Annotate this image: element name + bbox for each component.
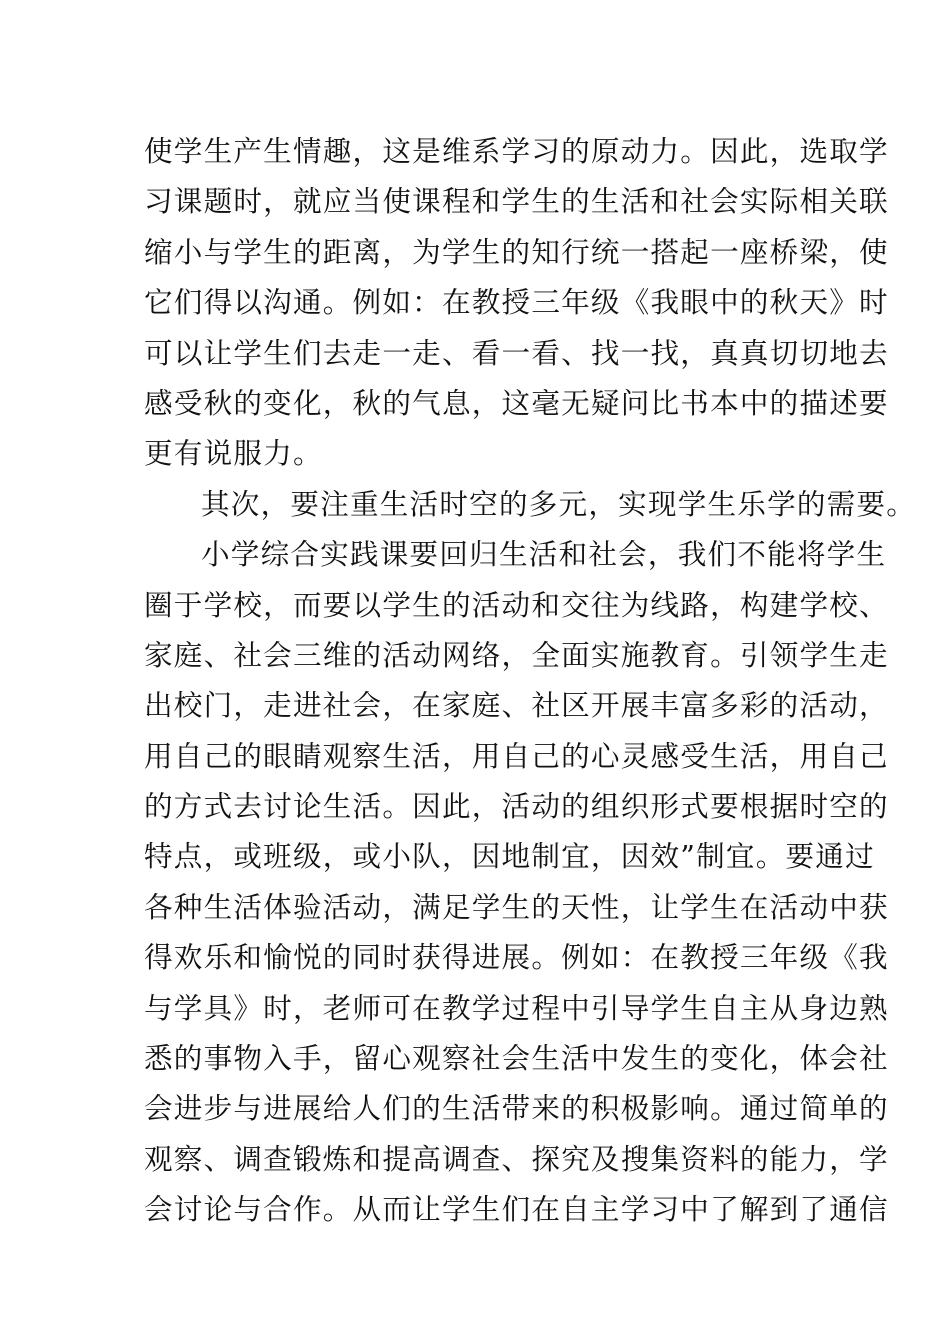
text-line: 观察、调查锻炼和提高调查、探究及搜集资料的能力，学 (144, 1141, 889, 1176)
text-line: 特点，或班级，或小队，因地制宜，因效”制宜。要通过 (144, 839, 875, 874)
text-line: 得欢乐和愉悦的同时获得进展。例如：在教授三年级《我 (144, 940, 889, 975)
body-text (144, 126, 917, 1235)
text-line: 使学生产生情趣，这是维系学习的原动力。因此，选取学 (144, 134, 889, 168)
text-line: 悉的事物入手，留心观察社会生活中发生的变化，体会社 (144, 1041, 889, 1076)
text-line: 与学具》时，老师可在教学过程中引导学生自主从身边熟 (144, 990, 889, 1025)
text-line: 小学综合实践课要回归生活和社会，我们不能将学生 (201, 537, 887, 572)
text-line: 其次，要注重生活时空的多元，实现学生乐学的需要。 (201, 486, 917, 521)
text-line: 缩小与学生的距离，为学生的知行统一搭起一座桥梁，使 (144, 234, 889, 269)
text-line: 更有说服力。 (144, 436, 323, 471)
text-line: 家庭、社会三维的活动网络，全面实施教育。引领学生走 (144, 637, 889, 672)
text-line: 习课题时，就应当使课程和学生的生活和社会实际相关联 (144, 184, 889, 219)
text-line: 它们得以沟通。例如：在教授三年级《我眼中的秋天》时 (144, 285, 889, 320)
text-line: 会讨论与合作。从而让学生们在自主学习中了解到了通信 (144, 1192, 889, 1227)
text-line: 的方式去讨论生活。因此，活动的组织形式要根据时空的 (144, 789, 889, 824)
text-line: 可以让学生们去走一走、看一看、找一找，真真切切地去 (144, 335, 889, 370)
text-line: 圈于学校，而要以学生的活动和交往为线路，构建学校、 (144, 587, 889, 622)
text-line: 用自己的眼睛观察生活，用自己的心灵感受生活，用自己 (144, 738, 889, 773)
text-line: 会进步与进展给人们的生活带来的积极影响。通过简单的 (144, 1091, 889, 1126)
text-line: 感受秋的变化，秋的气息，这毫无疑问比书本中的描述要 (144, 385, 889, 420)
text-line: 各种生活体验活动，满足学生的天性，让学生在活动中获 (144, 889, 889, 924)
text-line: 出校门，走进社会，在家庭、社区开展丰富多彩的活动， (144, 688, 889, 723)
